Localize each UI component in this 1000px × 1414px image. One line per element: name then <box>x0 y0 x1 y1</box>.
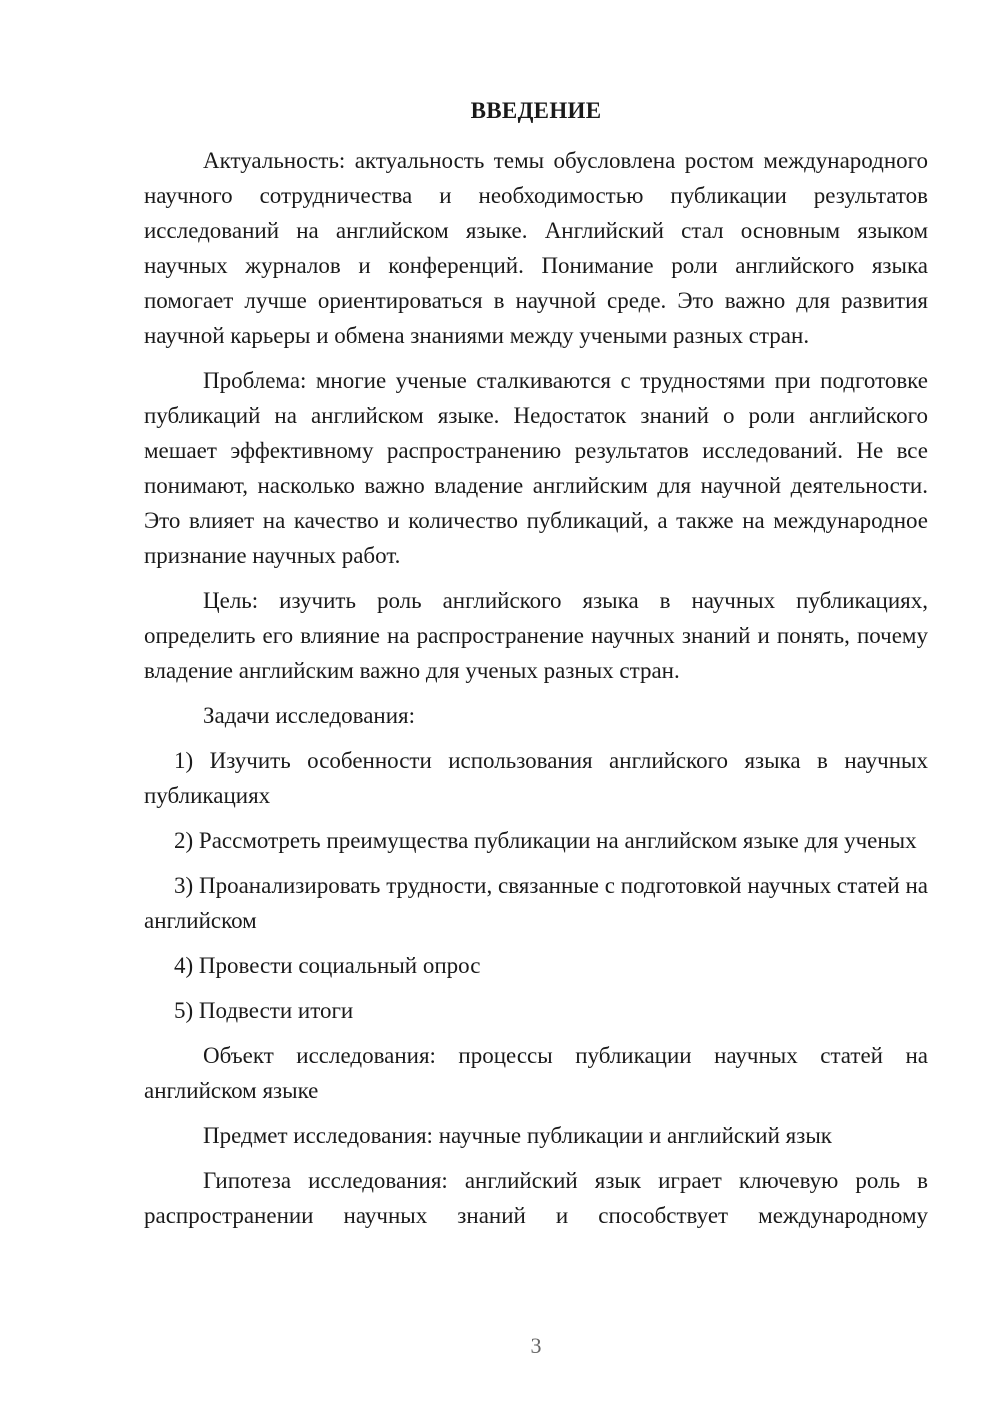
paragraph-tasks-heading: Задачи исследования: <box>203 703 416 728</box>
paragraph-subject: Предмет исследования: научные публикации и английский язык <box>203 1123 832 1148</box>
paragraph-problem: Проблема: многие ученые сталкиваются с трудностями при подготовке публикаций на английском языке. Недостаток знаний о роли английского мешает эффективному распространению результатов исследований. Не все понимают, насколько важно владение английским для научной деятельности. Это влияет на качество и количество публикаций, а также на международное признание научных работ. <box>144 368 928 568</box>
paragraph-object: Объект исследования: процессы публикации научных статей на английском языке <box>144 1043 928 1103</box>
task-item: 1) Изучить особенности использования английского языка в научных публикациях <box>144 748 928 808</box>
paragraph-relevance: Актуальность: актуальность темы обусловлена ростом международного научного сотрудничества и необходимостью публикации результатов исследований на английском языке. Английский стал основным языком научных журналов и конференций. Понимание роли английского языка помогает лучше ориентироваться в научной среде. Это важно для развития научной карьеры и обмена знаниями между учеными разных стран. <box>144 148 928 348</box>
page-number: 3 <box>530 1333 542 1358</box>
task-item: 4) Провести социальный опрос <box>174 953 481 978</box>
task-item: 3) Проанализировать трудности, связанные с подготовкой научных статей на английском <box>144 873 928 933</box>
task-item: 5) Подвести итоги <box>174 998 354 1023</box>
document-body <box>144 143 928 1243</box>
paragraph-hypothesis: Гипотеза исследования: английский язык играет ключевую роль в распространении научных знаний и способствует международному <box>144 1168 928 1228</box>
paragraph-goal: Цель: изучить роль английского языка в научных публикациях, определить его влияние на распространение научных знаний и понять, почему владение английским важно для ученых разных стран. <box>144 588 928 683</box>
section-title: ВВЕДЕНИЕ <box>470 98 602 123</box>
task-item: 2) Рассмотреть преимущества публикации на английском языке для ученых <box>174 828 917 853</box>
